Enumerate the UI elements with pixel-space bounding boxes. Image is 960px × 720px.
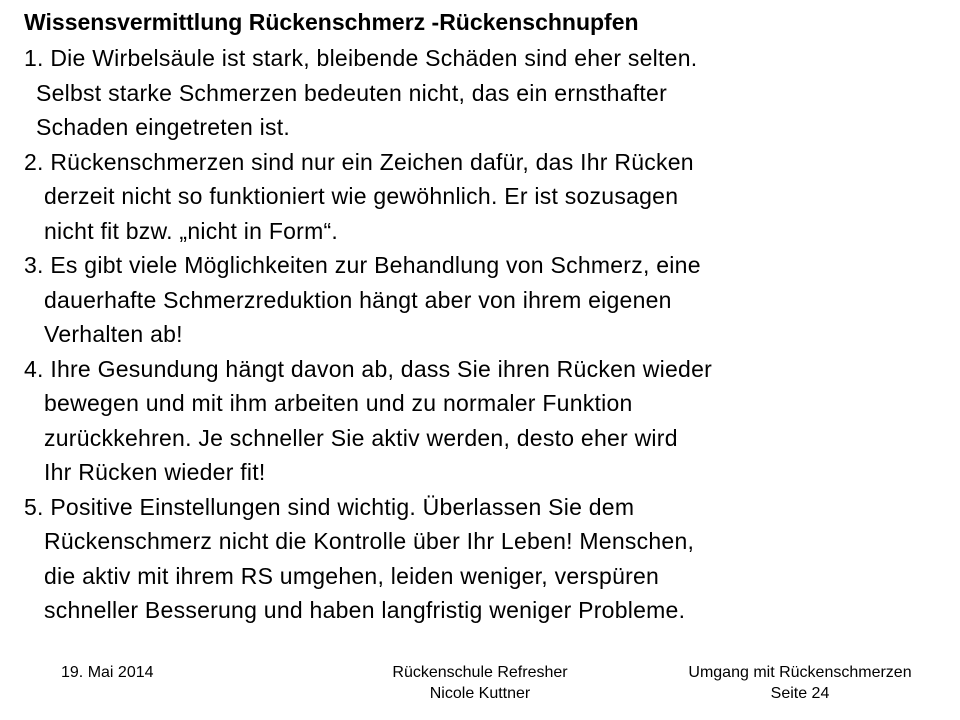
footer-course: Rückenschule Refresher (392, 664, 568, 681)
point-1-line-1: 1. Die Wirbelsäule ist stark, bleibende Schäden sind eher selten. (24, 45, 698, 71)
point-4-line-1: 4. Ihre Gesundung hängt davon ab, dass Sie ihren Rücken wieder (24, 356, 713, 382)
footer-topic: Umgang mit Rückenschmerzen (688, 664, 912, 681)
point-2-line-2: derzeit nicht so funktioniert wie gewöhnlich. Er ist sozusagen (44, 183, 679, 209)
point-2-line-3: nicht fit bzw. „nicht in Form“. (44, 218, 339, 244)
footer-date: 19. Mai 2014 (61, 664, 154, 681)
footer-topic-page (650, 662, 950, 704)
point-1-line-2: Selbst starke Schmerzen bedeuten nicht, das ein ernsthafter (36, 80, 667, 106)
point-5-line-3: die aktiv mit ihrem RS umgehen, leiden weniger, verspüren (44, 563, 660, 589)
slide-title: Wissensvermittlung Rückenschmerz -Rückenschnupfen (24, 9, 639, 35)
point-5-line-1: 5. Positive Einstellungen sind wichtig. Überlassen Sie dem (24, 494, 635, 520)
point-5-line-4: schneller Besserung und haben langfristig weniger Probleme. (44, 597, 686, 623)
point-4-line-3: zurückkehren. Je schneller Sie aktiv werden, desto eher wird (44, 425, 678, 451)
point-3-line-3: Verhalten ab! (44, 321, 183, 347)
point-4-line-2: bewegen und mit ihm arbeiten und zu normaler Funktion (44, 390, 633, 416)
point-5-line-2: Rückenschmerz nicht die Kontrolle über Ihr Leben! Menschen, (44, 528, 695, 554)
point-4-line-4: Ihr Rücken wieder fit! (44, 459, 266, 485)
point-3-line-1: 3. Es gibt viele Möglichkeiten zur Behandlung von Schmerz, eine (24, 252, 701, 278)
point-1-line-3: Schaden eingetreten ist. (36, 114, 291, 140)
point-2-line-1: 2. Rückenschmerzen sind nur ein Zeichen dafür, das Ihr Rücken (24, 149, 694, 175)
footer-author: Nicole Kuttner (429, 685, 531, 702)
footer-page: Seite 24 (770, 685, 830, 702)
footer-course-author (330, 662, 630, 704)
point-3-line-2: dauerhafte Schmerzreduktion hängt aber von ihrem eigenen (44, 287, 672, 313)
